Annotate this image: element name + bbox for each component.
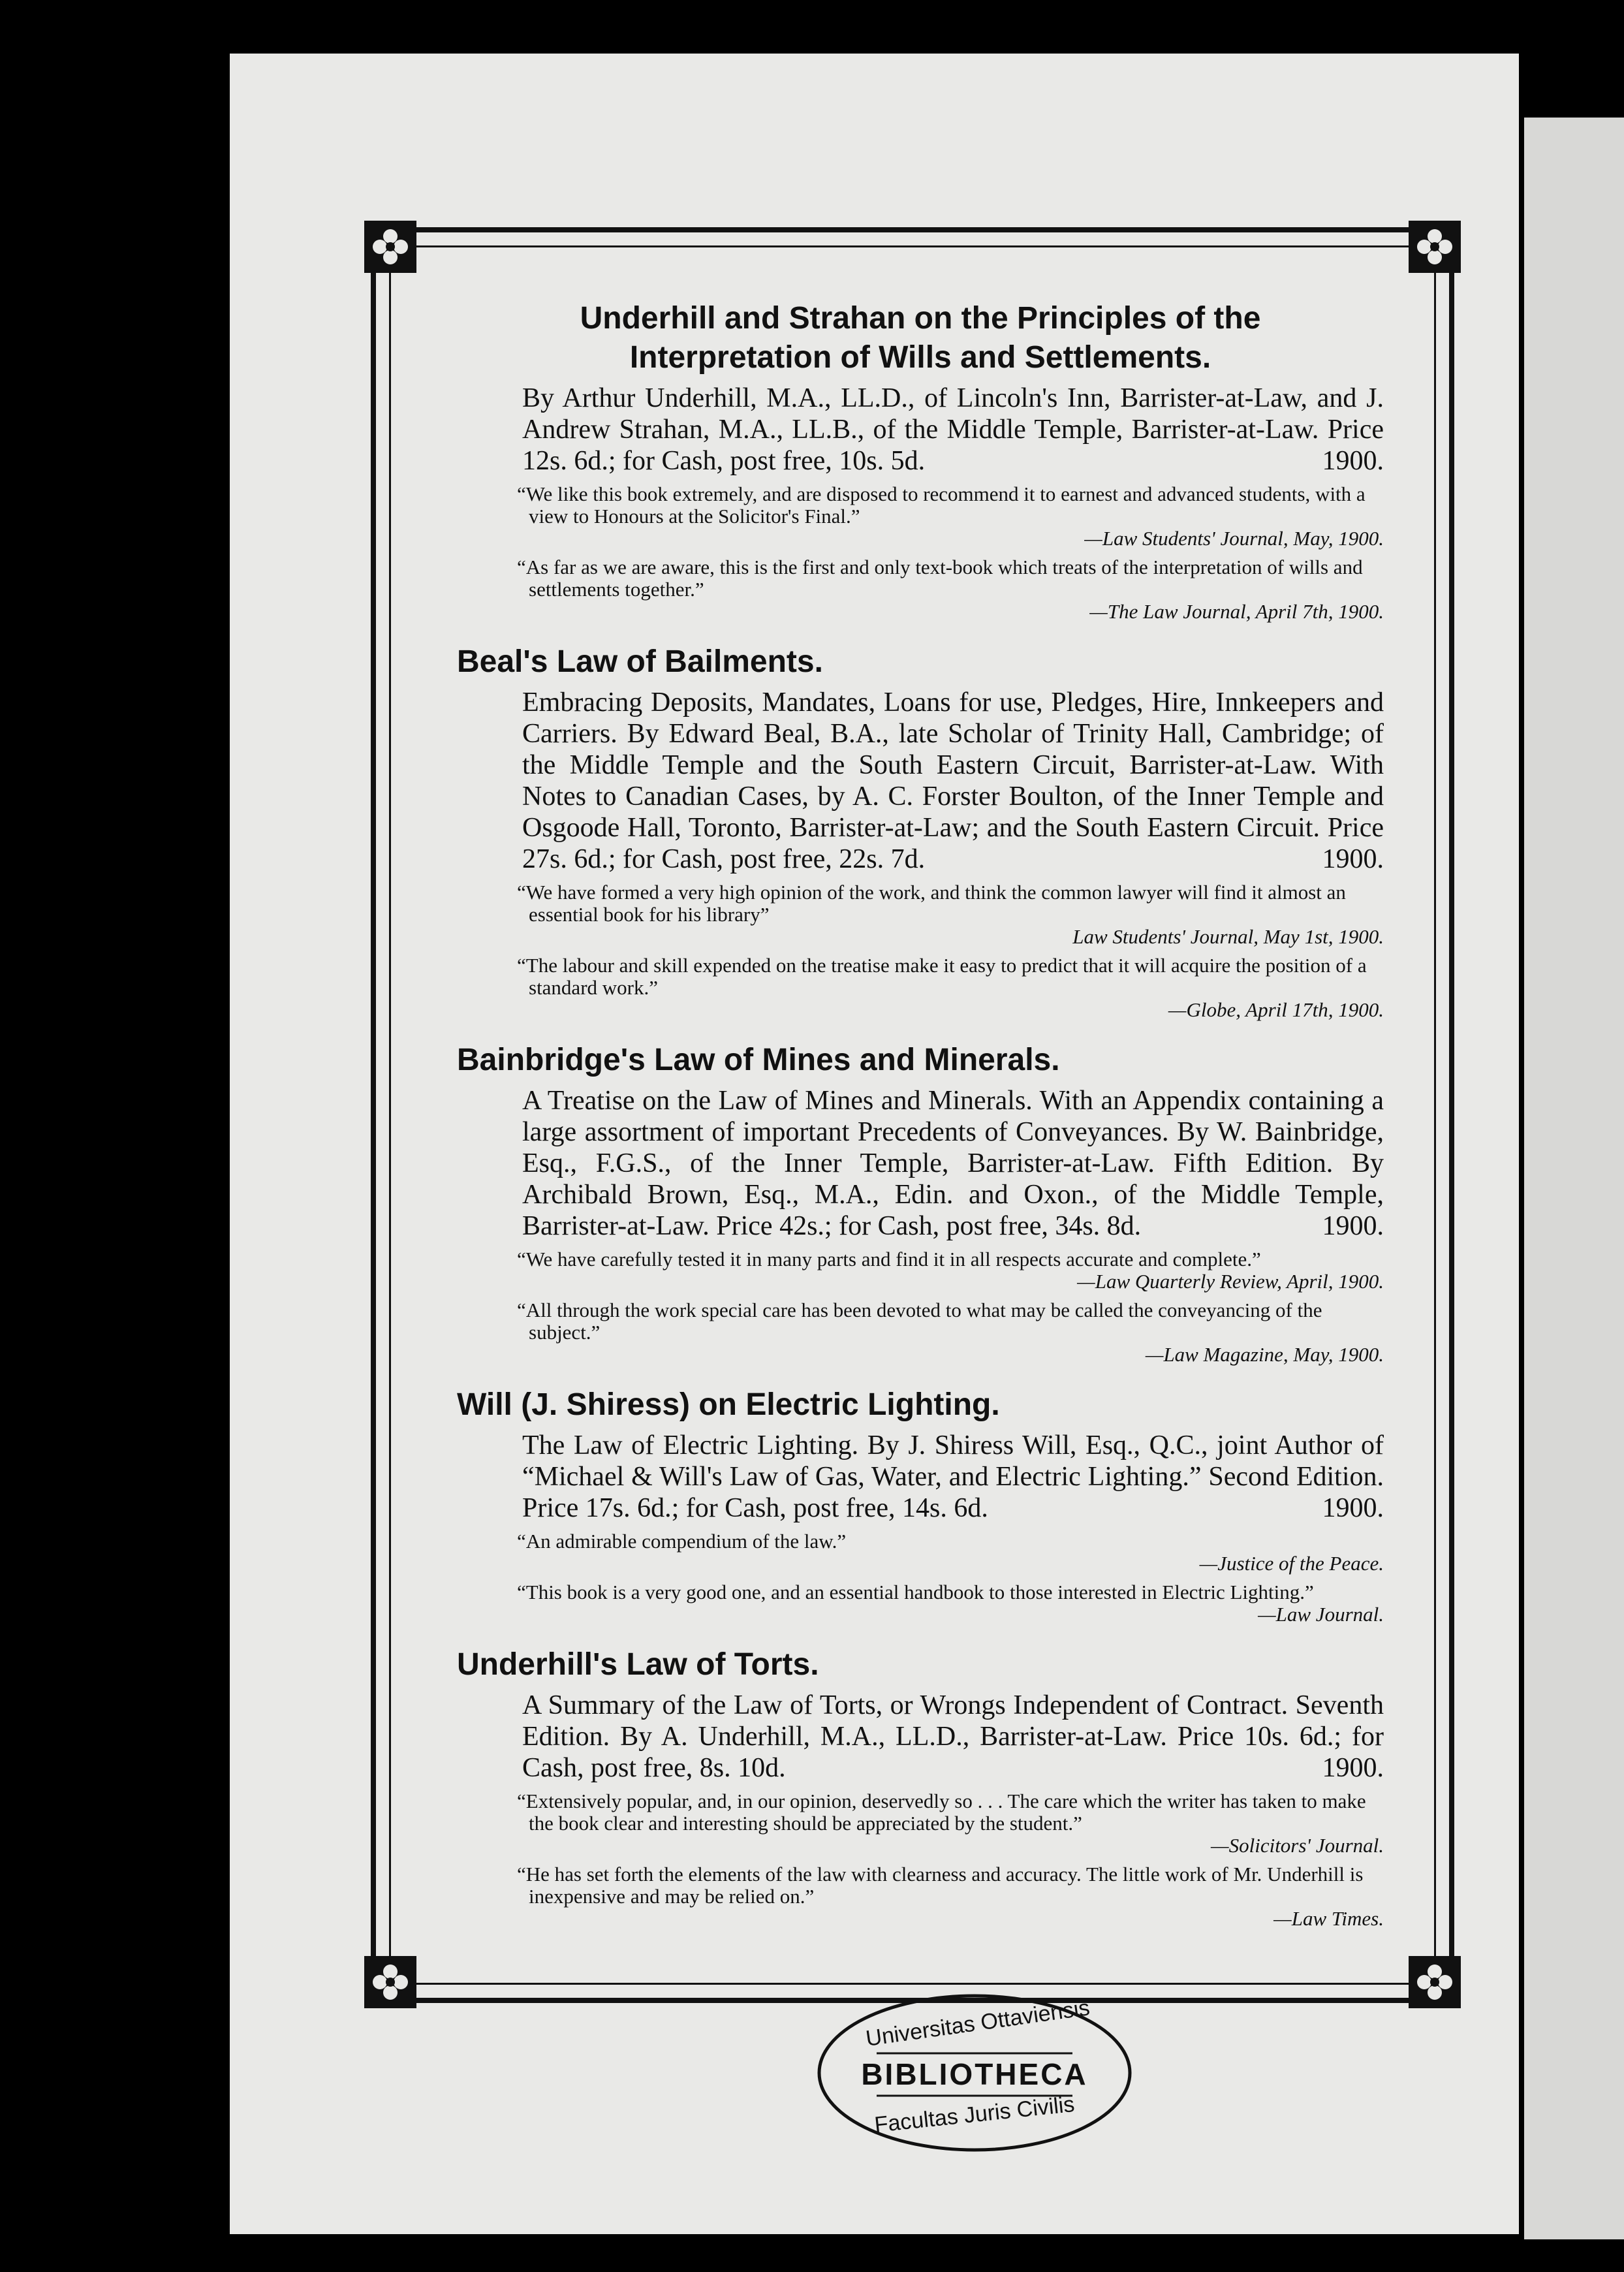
publication-year: 1900. xyxy=(1322,1493,1384,1523)
review-text: “All through the work special care has been devoted to what may be called the conveyancing of the subject.” xyxy=(517,1299,1322,1344)
review-source: —Justice of the Peace. xyxy=(1199,1552,1384,1575)
review-quote xyxy=(517,1530,1384,1575)
book-description xyxy=(522,1690,1384,1784)
book-advertisements xyxy=(457,299,1384,1949)
review-quote xyxy=(517,1581,1384,1626)
review-quote xyxy=(517,1863,1384,1930)
corner-ornament-icon xyxy=(360,1952,420,2012)
review-source: —Law Times. xyxy=(1273,1907,1384,1930)
facing-page-edge xyxy=(1524,118,1624,2239)
review-text: “The labour and skill expended on the treatise make it easy to predict that it will acquire the position of a standard work.” xyxy=(517,954,1367,999)
review-source: —Law Quarterly Review, April, 1900. xyxy=(1077,1270,1384,1293)
review-quote xyxy=(517,955,1384,1021)
review-text: “We like this book extremely, and are disposed to recommend it to earnest and advanced students, with a view to Honours at the Solicitor's Final.” xyxy=(517,482,1366,528)
review-quote xyxy=(517,881,1384,948)
publication-year: 1900. xyxy=(1322,1211,1384,1241)
review-source: Law Students' Journal, May 1st, 1900. xyxy=(1072,925,1384,948)
book-title: Will (J. Shiress) on Electric Lighting. xyxy=(457,1387,1000,1422)
corner-ornament-icon xyxy=(1405,217,1465,277)
corner-ornament-icon xyxy=(1405,1952,1465,2012)
description-text: By Arthur Underhill, M.A., LL.D., of Lincoln's Inn, Barrister-at-Law, and J. Andrew Strahan, M.A., LL.B., of the Middle Temple, Barrister-at-Law. Price 12s. 6d.; for Cash, post free, 10s. 5d. xyxy=(522,383,1384,476)
review-source: —Solicitors' Journal. xyxy=(1211,1834,1384,1857)
stamp-university: Universitas Ottaviensis xyxy=(864,1995,1091,2051)
review-text: “We have formed a very high opinion of the work, and think the common lawyer will find it almost an essential book for his library” xyxy=(517,881,1346,926)
publication-year: 1900. xyxy=(1322,844,1384,874)
review-source: —Law Magazine, May, 1900. xyxy=(1145,1343,1384,1366)
corner-ornament-icon xyxy=(360,217,420,277)
stamp-library: BIBLIOTHECA xyxy=(861,2057,1088,2091)
book-description xyxy=(522,383,1384,477)
review-source: —Law Students' Journal, May, 1900. xyxy=(1084,527,1384,550)
book-title: Underhill and Strahan on the Principles of the xyxy=(580,301,1261,336)
book-title: Bainbridge's Law of Mines and Minerals. xyxy=(457,1043,1060,1077)
review-quote xyxy=(517,483,1384,550)
description-text: Embracing Deposits, Mandates, Loans for use, Pledges, Hire, Innkeepers and Carriers. By Edward Beal, B.A., late Scholar of Trinity Hall, Cambridge; of the Middle Temple and the South Eastern Circuit, Barrister-at-Law. With Notes to Canadian Cases, by A. C. Forster Boulton, of the Inner Temple and Osgoode Hall, Toronto, Barrister-at-Law; and the South Eastern Circuit. Price 27s. 6d.; for Cash, post free, 22s. 7d. xyxy=(522,687,1384,874)
review-text: “As far as we are aware, this is the first and only text-book which treats of the interpretation of wills and settlements together.” xyxy=(517,556,1363,601)
book-description xyxy=(522,687,1384,875)
review-source: —Globe, April 17th, 1900. xyxy=(1168,998,1384,1021)
review-text: “We have carefully tested it in many parts and find it in all respects accurate and complete.” xyxy=(517,1248,1261,1270)
book-entry xyxy=(457,642,1384,1021)
stamp-faculty: Facultas Juris Civilis xyxy=(873,2092,1076,2138)
book-description xyxy=(522,1430,1384,1524)
review-text: “This book is a very good one, and an essential handbook to those interested in Electric Lighting.” xyxy=(517,1581,1314,1603)
book-entry xyxy=(457,1645,1384,1930)
book-entry xyxy=(457,299,1384,623)
review-text: “An admirable compendium of the law.” xyxy=(517,1530,847,1553)
description-text: A Treatise on the Law of Mines and Minerals. With an Appendix containing a large assortment of important Precedents of Conveyances. By W. Bainbridge, Esq., F.G.S., of the Inner Temple, Barrister-at-Law. Fifth Edition. By Archibald Brown, Esq., M.A., Edin. and Oxon., of the Middle Temple, Barrister-at-Law. Price 42s.; for Cash, post free, 34s. 8d. xyxy=(522,1086,1384,1241)
publication-year: 1900. xyxy=(1322,1753,1384,1783)
review-quote xyxy=(517,1299,1384,1366)
book-title-continued: Interpretation of Wills and Settlements. xyxy=(629,340,1211,375)
review-text: “Extensively popular, and, in our opinion, deservedly so . . . The care which the writer has taken to make the book clear and interesting should be appreciated by the student.” xyxy=(517,1790,1366,1835)
book-description xyxy=(522,1085,1384,1242)
description-text: A Summary of the Law of Torts, or Wrongs Independent of Contract. Seventh Edition. By A. Underhill, M.A., LL.D., Barrister-at-Law. Price 10s. 6d.; for Cash, post free, 8s. 10d. xyxy=(522,1690,1384,1783)
review-quote xyxy=(517,1790,1384,1857)
review-quote xyxy=(517,556,1384,623)
book-entry xyxy=(457,1041,1384,1366)
description-text: The Law of Electric Lighting. By J. Shiress Will, Esq., Q.C., joint Author of “Michael & Will's Law of Gas, Water, and Electric Lighting.” Second Edition. Price 17s. 6d.; for Cash, post free, 14s. 6d. xyxy=(522,1430,1384,1523)
book-title: Beal's Law of Bailments. xyxy=(457,644,823,679)
review-source: —The Law Journal, April 7th, 1900. xyxy=(1089,600,1384,623)
book-title: Underhill's Law of Torts. xyxy=(457,1647,819,1682)
book-entry xyxy=(457,1385,1384,1626)
library-stamp xyxy=(815,1991,1134,2154)
review-source: —Law Journal. xyxy=(1258,1603,1384,1626)
review-quote xyxy=(517,1248,1384,1293)
publication-year: 1900. xyxy=(1322,446,1384,476)
review-text: “He has set forth the elements of the law with clearness and accuracy. The little work of Mr. Underhill is inexpensive and may be relied on.” xyxy=(517,1863,1364,1908)
